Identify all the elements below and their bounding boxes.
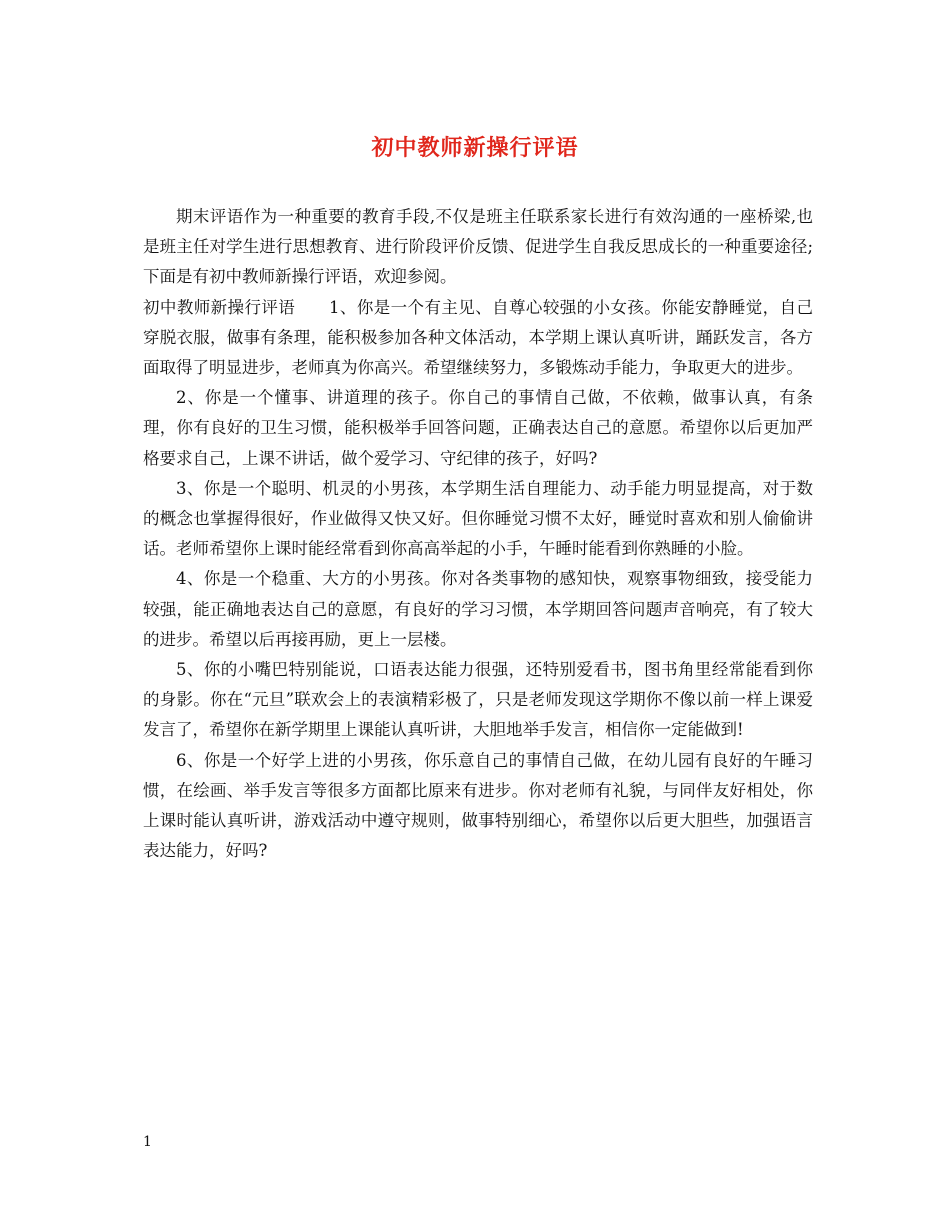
comment-paragraph-4: 4、你是一个稳重、大方的小男孩。你对各类事物的感知快，观察事物细致，接受能力较强，能正确地表达自己的意愿，有良好的学习习惯，本学期回答问题声音响亮，有了较大的进步。希望以后再接再励，更上一层楼。	[143, 569, 813, 649]
page-number: 1	[143, 1134, 152, 1150]
document-title: 初中教师新操行评语	[371, 135, 579, 161]
comment-paragraph-1: 初中教师新操行评语 1、你是一个有主见、自尊心较强的小女孩。你能安静睡觉，自己穿脱衣服，做事有条理，能积极参加各种文体活动，本学期上课认真听讲，踊跃发言，各方面取得了明显进步，老师真为你高兴。希望继续努力，多锻炼动手能力，争取更大的进步。	[143, 297, 813, 378]
intro-paragraph: 期末评语作为一种重要的教育手段,不仅是班主任联系家长进行有效沟通的一座桥梁,也是班主任对学生进行思想教育、进行阶段评价反馈、促进学生自我反思成长的一种重要途径;下面是有初中教师新操行评语，欢迎参阅。	[143, 207, 813, 287]
document-body	[143, 202, 813, 866]
comment-paragraph-2: 2、你是一个懂事、讲道理的孩子。你自己的事情自己做，不依赖，做事认真，有条理，你有良好的卫生习惯，能积极举手回答问题，正确表达自己的意愿。希望你以后更加严格要求自己，上课不讲话，做个爱学习、守纪律的孩子，好吗?	[143, 388, 813, 468]
comment-paragraph-3: 3、你是一个聪明、机灵的小男孩，本学期生活自理能力、动手能力明显提高，对于数的概念也掌握得很好，作业做得又快又好。但你睡觉习惯不太好，睡觉时喜欢和别人偷偷讲话。老师希望你上课时能经常看到你高高举起的小手，午睡时能看到你熟睡的小脸。	[143, 478, 813, 559]
comment-paragraph-5: 5、你的小嘴巴特别能说，口语表达能力很强，还特别爱看书，图书角里经常能看到你的身影。你在“元旦”联欢会上的表演精彩极了，只是老师发现这学期你不像以前一样上课爱发言了，希望你在新学期里上课能认真听讲，大胆地举手发言，相信你一定能做到!	[143, 660, 813, 740]
comment-paragraph-6: 6、你是一个好学上进的小男孩，你乐意自己的事情自己做，在幼儿园有良好的午睡习惯，在绘画、举手发言等很多方面都比原来有进步。你对老师有礼貌，与同伴友好相处，你上课时能认真听讲，游戏活动中遵守规则，做事特别细心，希望你以后更大胆些，加强语言表达能力，好吗?	[143, 750, 813, 861]
